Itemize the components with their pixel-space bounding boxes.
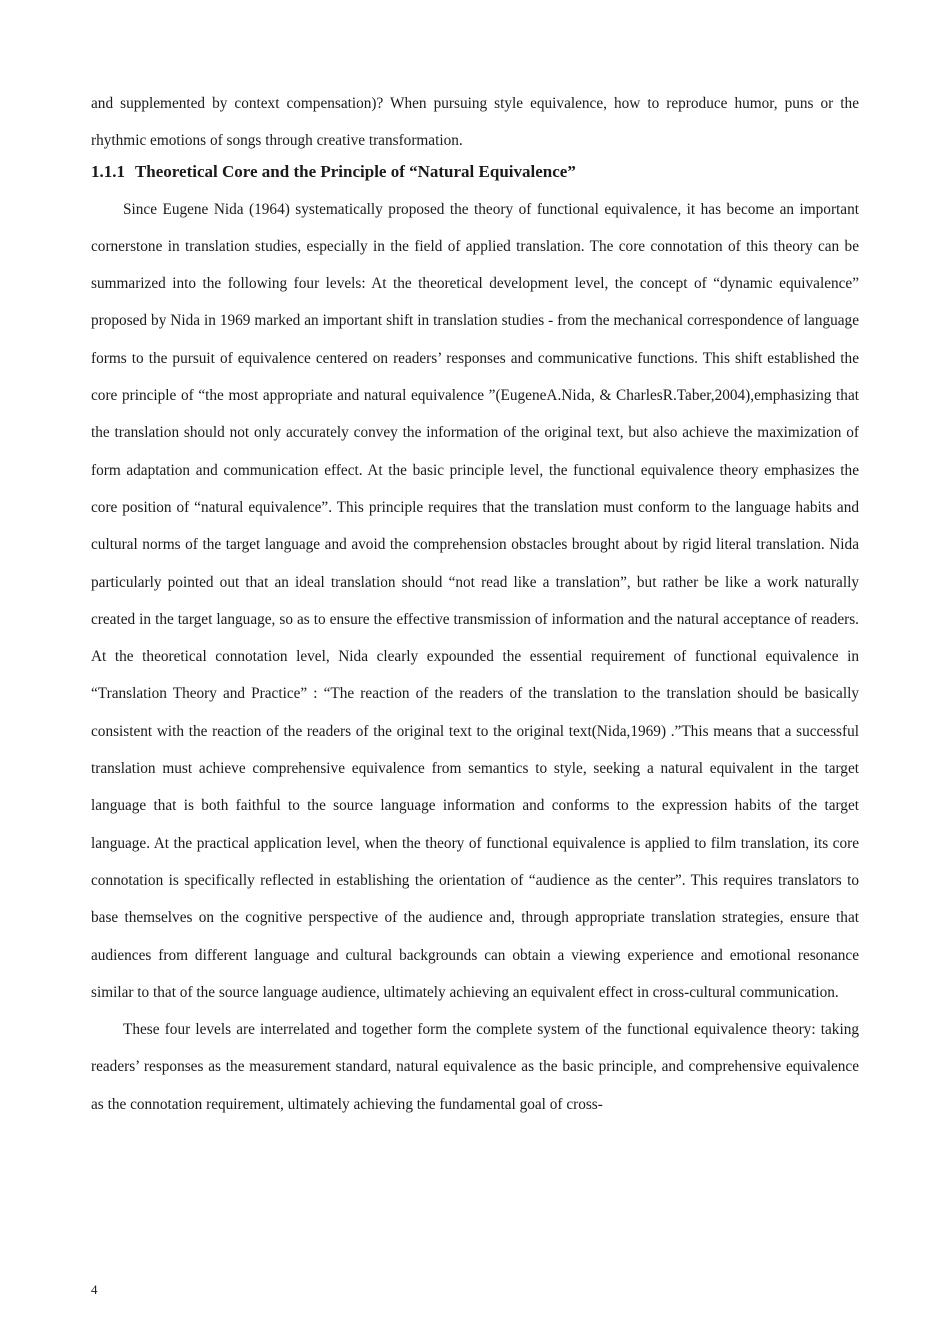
continuation-paragraph: and supplemented by context compensation)? When pursuing style equivalence, how to reproduce humor, puns or the rhythmic emotions of songs through creative transformation. bbox=[91, 95, 859, 150]
body-paragraph-1: Since Eugene Nida (1964) systematically proposed the theory of functional equivalence, it has become an important cornerstone in translation studies, especially in the field of applied translation. The core connotation of this theory can be summarized into the following four levels: At the theoretical development level, the concept of “dynamic equivalence” proposed by Nida in 1969 marked an important shift in translation studies - from the mechanical correspondence of language forms to the pursuit of equivalence centered on readers’ responses and communicative functions. This shift established the core principle of “the most appropriate and natural equivalence ”(EugeneA.Nida, & CharlesR.Taber,2004),emphasizing that the translation should not only accurately convey the information of the original text, but also achieve the maximization of form adaptation and communication effect. At the basic principle level, the functional equivalence theory emphasizes the core position of “natural equivalence”. This principle requires that the translation must conform to the language habits and cultural norms of the target language and avoid the comprehension obstacles brought about by rigid literal translation. Nida particularly pointed out that an ideal translation should “not read like a translation”, but rather be like a work naturally created in the target language, so as to ensure the effective transmission of information and the natural acceptance of readers. At the theoretical connotation level, Nida clearly expounded the essential requirement of functional equivalence in “Translation Theory and Practice” : “The reaction of the readers of the translation to the translation should be basically consistent with the reaction of the readers of the original text to the original text(Nida,1969) .”This means that a successful translation must achieve comprehensive equivalence from semantics to style, seeking a natural equivalent in the target language that is both faithful to the source language information and conforms to the expression habits of the target language. At the practical application level, when the theory of functional equivalence is applied to film translation, its core connotation is specifically reflected in establishing the orientation of “audience as the center”. This requires translators to base themselves on the cognitive perspective of the audience and, through appropriate translation strategies, ensure that audiences from different language and cultural backgrounds can obtain a viewing experience and emotional resonance similar to that of the source language audience, ultimately achieving an equivalent effect in cross-cultural communication. bbox=[91, 200, 859, 1001]
body-paragraph-2: These four levels are interrelated and together form the complete system of the functional equivalence theory: taking readers’ responses as the measurement standard, natural equivalence as the basic principle, and comprehensive equivalence as the connotation requirement, ultimately achieving the fundamental goal of cross- bbox=[91, 1021, 859, 1113]
section-number: 1.1.1 bbox=[91, 161, 125, 181]
section-heading bbox=[91, 157, 859, 187]
section-title: Theoretical Core and the Principle of “Natural Equivalence” bbox=[134, 161, 576, 181]
document-page bbox=[91, 85, 859, 1123]
page-number: 4 bbox=[91, 1282, 98, 1297]
